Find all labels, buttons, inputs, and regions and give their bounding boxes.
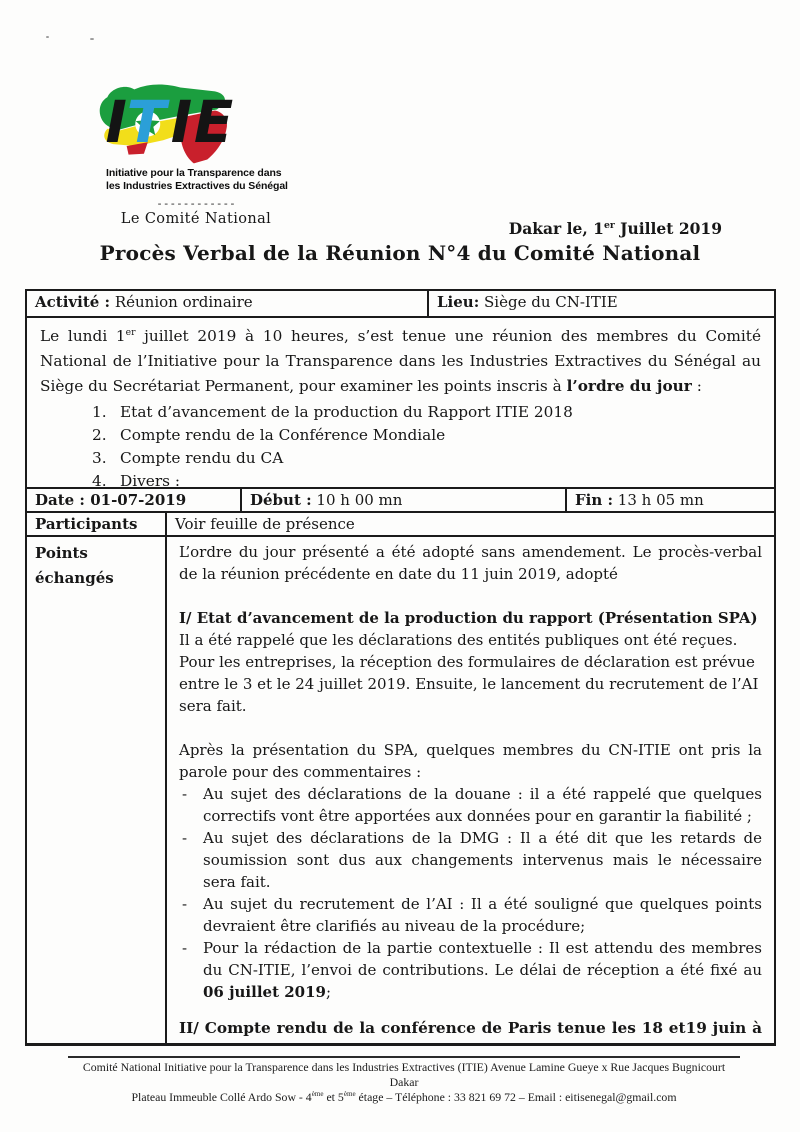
activity-label: Activité :: [35, 293, 111, 311]
bullet-text-pre: Pour la rédaction de la partie contextuelle : Il est attendu des membres du CN-ITIE, l’envoi de contributions. Le délai de réception a été fixé au: [203, 939, 762, 979]
agenda-item-number: 1.: [92, 403, 107, 421]
agenda-item: [92, 424, 761, 447]
activity-cell: [27, 291, 429, 316]
start-label: Début :: [250, 491, 312, 509]
logo-tagline-line2: les Industries Extractives du Sénégal: [106, 179, 288, 192]
intro-pre: Le lundi 1: [40, 327, 126, 345]
points-label-line2: échangés: [35, 569, 114, 587]
dateline-post: Juillet 2019: [614, 219, 722, 238]
bullet-dash: -: [182, 895, 188, 913]
participants-label: Participants: [27, 513, 167, 535]
points-content: [167, 537, 774, 1043]
logo-letter-t: T: [126, 89, 166, 157]
agenda-item: [92, 447, 761, 470]
dateline-superscript: er: [603, 219, 615, 231]
footer-line2: [68, 1090, 740, 1105]
footer-line2-mid: et 5: [323, 1090, 344, 1104]
itie-logo-block: [86, 80, 310, 227]
agenda-item-text: Compte rendu du CA: [120, 449, 284, 467]
spacer: [179, 717, 762, 739]
comment-bullet: [179, 937, 762, 1003]
bullet-dash: -: [182, 939, 188, 957]
agenda-item-text: Etat d’avancement de la production du Rapport ITIE 2018: [120, 403, 573, 421]
logo-letter-i2: I: [170, 89, 193, 157]
scan-speck: [46, 36, 49, 38]
bullet-text-post: ;: [325, 983, 332, 1001]
bullet-dash: -: [182, 785, 188, 803]
bullet-text: Au sujet des déclarations de la DMG : Il a été dit que les retards de soumission sont dus aux changements intervenus mais le nécessaire sera fait.: [203, 829, 762, 891]
itie-logo: [94, 80, 262, 166]
date-cell: [27, 489, 242, 511]
participants-value: Voir feuille de présence: [175, 515, 355, 533]
agenda-list: [92, 401, 761, 493]
bullet-dash: -: [182, 829, 188, 847]
logo-letter-e: E: [193, 89, 234, 157]
intro-ordre-du-jour: l’ordre du jour: [566, 377, 692, 395]
bullet-text: Au sujet du recrutement de l’AI : Il a été souligné que quelques points devraient être clarifiés au niveau de la procédure;: [203, 895, 762, 935]
activity-row: [27, 291, 774, 318]
agenda-item-text: Compte rendu de la Conférence Mondiale: [120, 426, 446, 444]
page-footer: [68, 1056, 740, 1105]
dateline-pre: Dakar le, 1: [508, 219, 604, 238]
footer-line1: Comité National Initiative pour la Transparence dans les Industries Extractives (ITIE) Avenue Lamine Gueye x Rue Jacques Bugnicourt Dakar: [82, 1060, 726, 1089]
end-value: 13 h 05 mn: [617, 491, 704, 509]
footer-line2-pre: Plateau Immeuble Collé Ardo Sow - 4: [131, 1090, 312, 1104]
activity-value: Réunion ordinaire: [114, 293, 253, 311]
comment-bullet: [179, 893, 762, 937]
scan-speck: [90, 38, 94, 40]
start-value: 10 h 00 mn: [316, 491, 403, 509]
section2-heading: II/ Compte rendu de la conférence de Paris tenue les 18 et19 juin à: [179, 1019, 762, 1037]
bullet-text: Au sujet des déclarations de la douane : il a été rappelé que quelques correctifs vont être apportées aux données pour en garantir la fiabilité ;: [203, 785, 762, 825]
footer-line2-post: étage – Téléphone : 33 821 69 72 – Email : eitisenegal@gmail.com: [355, 1090, 677, 1104]
comite-national-label: Le Comité National: [120, 211, 272, 227]
participants-row: [27, 513, 774, 537]
minutes-table: [25, 289, 776, 1046]
points-row: [27, 537, 774, 1043]
location-cell: [429, 291, 774, 316]
points-label-line1: Points: [35, 544, 88, 562]
date-value: 01-07-2019: [90, 491, 187, 509]
bullet-deadline-bold: 06 juillet 2019: [203, 983, 326, 1001]
date-label: Date :: [35, 491, 85, 509]
intro-paragraph: [40, 324, 761, 399]
comment-bullet: [179, 783, 762, 827]
logo-letter-i1: I: [105, 89, 127, 157]
location-label: Lieu:: [437, 293, 480, 311]
dateline: [509, 219, 722, 238]
comment-bullet: [179, 827, 762, 893]
agenda-item-text: Divers :: [120, 472, 181, 490]
section1-heading: I/ Etat d’avancement de la production du rapport (Présentation SPA): [179, 609, 758, 627]
agenda-item-number: 2.: [92, 426, 107, 444]
section1-paragraph2: Après la présentation du SPA, quelques membres du CN-ITIE ont pris la parole pour des commentaires :: [179, 741, 762, 781]
section1-paragraph1: Il a été rappelé que les déclarations des entités publiques ont été reçues. Pour les entreprises, la réception des formulaires de déclaration est prévue entre le 3 et le 24 juillet 2019. Ensuite, le lancement du recrutement de l’AI sera fait.: [179, 631, 759, 715]
opening-paragraph: L’ordre du jour présenté a été adopté sans amendement. Le procès-verbal de la réunion précédente en date du 11 juin 2019, adopté: [179, 543, 762, 583]
agenda-item-number: 3.: [92, 449, 107, 467]
footer-superscript-1: ème: [311, 1090, 324, 1099]
date-row: [27, 489, 774, 513]
footer-superscript-2: ème: [343, 1090, 356, 1099]
intro-end: :: [691, 377, 702, 395]
page-title: Procès Verbal de la Réunion N°4 du Comité National: [99, 241, 701, 265]
end-time-cell: [567, 489, 774, 511]
intro-mid: juillet 2019 à 10 heures, s’est tenue une réunion des membres du Comité National de l’Initiative pour la Transparence dans les Industries Extractives du Sénégal au Siège du Secrétariat Permanent, pour examiner les points inscris à: [40, 327, 761, 395]
bullet-text: [203, 937, 762, 1003]
intro-cell: [27, 318, 774, 489]
location-value: Siège du CN-ITIE: [484, 293, 618, 311]
agenda-item-number: 4.: [92, 472, 107, 490]
intro-superscript: er: [125, 326, 136, 338]
end-label: Fin :: [575, 491, 614, 509]
agenda-item: [92, 401, 761, 424]
divider-dashes: ------------: [156, 197, 236, 210]
spacer: [179, 585, 762, 607]
points-label: [27, 537, 167, 1043]
logo-tagline-line1: Initiative pour la Transparence dans: [106, 167, 282, 179]
start-time-cell: [242, 489, 567, 511]
